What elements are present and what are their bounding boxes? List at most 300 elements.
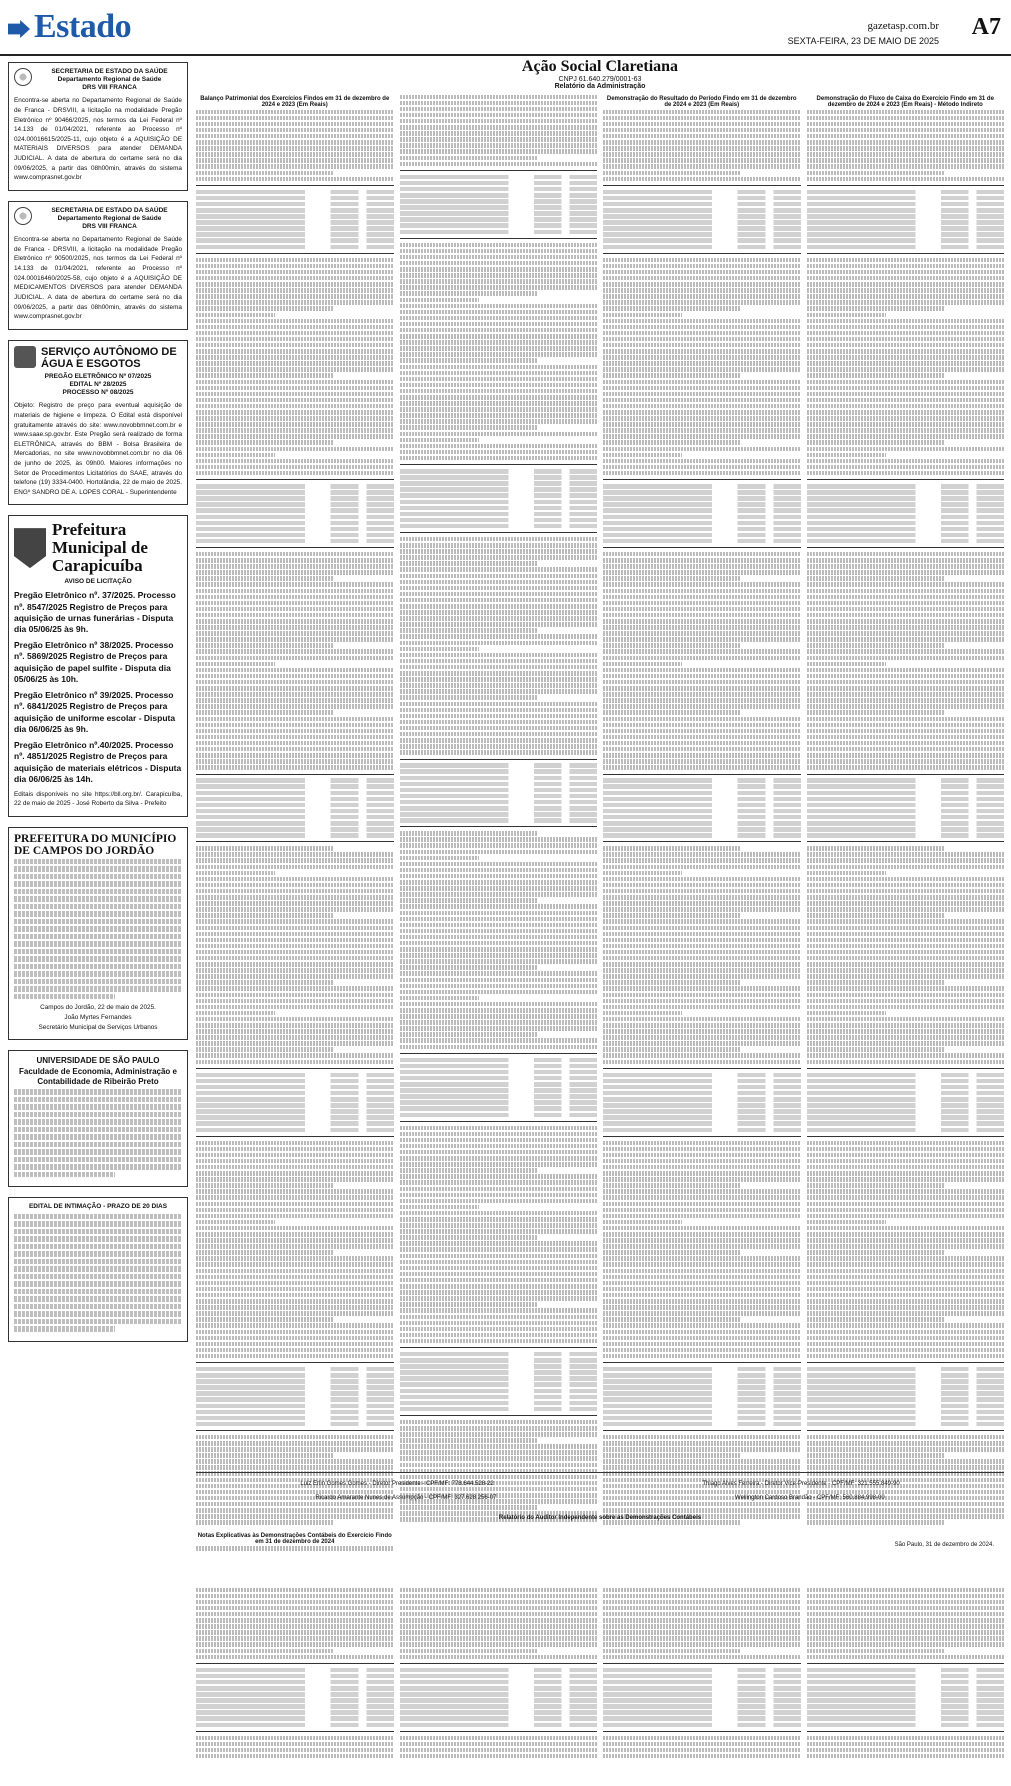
fine-print-line [196,1220,275,1225]
fine-print-line [196,1754,394,1759]
carapicuiba-item: Pregão Eletrônico nº. 37/2025. Processo nº. 8547/2025 Registro de Preços para aquisição de urnas funerárias - Disputa dia 05/06/25 às 9h. [14,590,176,635]
fine-print-line [196,1165,394,1170]
fine-print-line [196,282,394,287]
fine-print-line [807,649,1005,654]
fine-print-line [603,741,801,746]
fine-print-line [196,735,394,740]
fine-print-line [400,1150,598,1155]
fine-print-line [400,137,598,142]
fine-print-line [603,367,801,372]
fine-print-line [196,1183,334,1188]
fine-print-line [807,1612,1005,1617]
fine-print-line [196,1748,394,1753]
fine-print-line [400,911,598,916]
fine-print-line [400,1266,598,1271]
fine-print-line [400,432,598,437]
fine-print-line [807,1655,1005,1660]
fine-print-line [196,134,394,139]
fine-print-line [603,337,801,342]
fine-print-line [196,1642,394,1647]
fine-print-line [400,880,598,885]
fine-print-line [807,656,1005,661]
fine-print-line [400,935,598,940]
fine-print-line [196,1256,394,1261]
fine-print-line [400,1420,598,1425]
fine-print-line [603,416,801,421]
fine-print-line [196,465,394,470]
fine-print-line [196,306,334,311]
fine-print-line [196,595,394,600]
balanco-heading: Balanço Patrimonial dos Exercícios Findos em 31 de dezembro de 2024 e 2023 (Em Reais) [200,96,390,108]
notice-body: Encontra-se aberta no Departamento Regional de Saúde de Franca - DRSVIII, a licitação na modalidade Pregão Eletrônico nº 90500/2025, nos termos da Lei Federal nº 14.133 de 01/04/2021, referente ao Processo nº 024.00016460/2025-58, cujo objeto é a AQUISIÇÃO DE MEDICAMENTOS DIVERSOS para atender DEMANDA JUDICIAL. A data de abertura do certame será no dia 09/06/2025, a partir das 08h00min, através do sistema www.comprasnet.gov.br [14,236,182,321]
fine-print-line [807,146,1005,151]
fine-print-line [807,134,1005,139]
fine-print-line [603,1011,682,1016]
fine-print-line [807,1060,1005,1065]
fine-print-line [603,999,801,1004]
fine-print-line [196,907,394,912]
fine-print-line [603,668,801,673]
fine-print-line [400,298,479,303]
fine-print-line [603,613,801,618]
fine-print-line [807,313,886,318]
fine-print-line [400,1612,598,1617]
page-number: A7 [971,14,1001,40]
fine-print-line [807,680,1005,685]
fine-print-line [603,1465,801,1470]
fine-print-line [400,1144,598,1149]
fine-print-line [196,343,394,348]
fine-print-line [603,373,741,378]
fine-print-line [196,459,394,464]
fine-print-line [196,686,394,691]
fine-print-line [603,692,801,697]
fine-print-line [196,729,394,734]
fine-print-line [807,1238,1005,1243]
fine-print-line [807,1636,1005,1641]
fine-print-line [603,735,801,740]
fine-print-line [603,1594,801,1599]
fine-print-line [400,616,598,621]
fine-print-line [400,1174,598,1179]
fine-print-line [603,146,801,151]
fine-print-line [400,714,598,719]
fine-print-line [807,1348,1005,1353]
fine-print-line [603,343,801,348]
notas-heading: Notas Explicativas às Demonstrações Contábeis do Exercício Findo em 31 de dezembro de 2024 [197,1532,392,1545]
fine-print-line [807,607,1005,612]
fine-print-line [400,377,598,382]
fine-print-line [603,1238,801,1243]
fine-print-line [400,549,598,554]
fine-print-line [196,980,334,985]
campos-footer: Campos do Jordão, 22 de maio de 2025. João Myrtes Fernandes Secretário Municipal de Serviços Urbanos [38,1004,158,1031]
fine-print-line [807,710,945,715]
fine-print-line [807,343,1005,348]
fine-print-line [603,919,801,924]
fine-print-line [603,1232,801,1237]
fine-print-line [807,704,1005,709]
fine-print-line [807,471,1005,476]
fine-print-line [400,107,598,112]
fine-print-line [807,158,1005,163]
fine-print-line [807,986,1005,991]
fine-print-line [603,570,801,575]
fine-print-line [807,1165,1005,1170]
fine-print-line [196,331,394,336]
fine-print-line [807,1459,1005,1464]
fine-print-line [400,868,598,873]
fine-print-line [400,1624,598,1629]
fine-print-line [196,349,394,354]
fine-print-line [807,643,945,648]
fine-print-line [400,543,598,548]
fine-print-line [400,1217,598,1222]
fine-print-line [603,1362,801,1431]
fine-print-line [400,1327,598,1332]
fine-print-line [400,1426,598,1431]
fine-print-line [807,723,1005,728]
fine-print-line [807,465,1005,470]
fine-print-line [603,1250,741,1255]
fine-print-line [807,753,1005,758]
fine-print-line [807,349,1005,354]
fine-print-line [196,1630,394,1635]
fine-print-line [400,837,598,842]
fine-print-line [807,595,1005,600]
fine-print-line [603,1342,801,1347]
fine-print-line [196,1068,394,1137]
fine-print-line [400,1014,598,1019]
fine-print-line [603,1317,741,1322]
fine-print-line [807,404,1005,409]
fine-print-line [603,637,801,642]
relatorio-heading: Relatório da Administração [554,83,646,90]
fine-print-line [603,1165,801,1170]
fine-print-line [603,576,741,581]
fine-print-line [400,1211,598,1216]
fine-print-line [603,140,801,145]
fine-print-line [400,947,598,952]
signatures [196,1472,1004,1573]
fine-print-line [196,171,334,176]
fine-print-line [196,1147,394,1152]
fine-print-line [603,1630,801,1635]
fine-print-line [196,698,394,703]
fine-print-line [400,1347,598,1416]
fine-print-line [807,1305,1005,1310]
fine-print-line [400,322,598,327]
fine-print-line [400,352,598,357]
fine-print-line [400,407,598,412]
fine-print-line [196,1250,334,1255]
fine-print-line [807,373,945,378]
fine-print-line [400,628,538,633]
carapicuiba-item: Pregão Eletrônico nº.40/2025. Processo nº. 4851/2025 Registro de Preços para aquisição de materiais elétricos - Disputa dia 06/06/25 às 14h. [14,739,182,785]
fine-print-line [807,1281,1005,1286]
fine-print-line [400,1736,598,1741]
fine-print-line [807,1435,1005,1440]
fine-print-line [603,1220,682,1225]
fine-print-line [807,1354,1005,1359]
fine-print-line [807,582,1005,587]
fine-print-line [196,852,394,857]
fine-print-line [400,965,538,970]
fine-print-line [400,1339,598,1344]
fine-print-line [807,980,945,985]
fine-print-line [807,1606,1005,1611]
fine-print-line [807,1232,1005,1237]
carapicuiba-title: Prefeitura Municipal de Carapicuíba [52,520,148,576]
fine-print-line [603,1029,801,1034]
site-url: gazetasp.com.br [867,20,939,32]
fine-print-line [603,558,801,563]
fine-print-line [400,450,598,455]
fine-print-line [196,625,394,630]
fine-print-line [196,258,394,263]
fine-print-line [400,1630,598,1635]
fine-print-line [807,889,1005,894]
fine-print-line [400,1450,598,1455]
fine-print-line [400,1742,598,1747]
fine-print-line [807,1736,1005,1741]
fine-print-line [807,1447,1005,1452]
fine-print-line [196,1041,394,1046]
fine-print-line [603,710,741,715]
fine-print-line [807,367,1005,372]
fine-print-line [807,993,1005,998]
fine-print-line [400,1193,598,1198]
fine-print-line [400,346,598,351]
fine-print-line [400,149,598,154]
fine-print-line [400,1642,598,1647]
fine-print-line [196,158,394,163]
fine-print-line [603,656,801,661]
fine-print-line [400,990,598,995]
carapicuiba-item: Pregão Eletrônico nº 39/2025. Processo nº. 6841/2025 Registro de Preços para aquisição de uniforme escolar - Disputa dia 06/06/25 às 9h. [14,689,176,735]
fine-print-line [196,631,394,636]
fine-print-line [400,1636,598,1641]
fine-print-line [603,907,801,912]
fine-print-line [807,913,945,918]
fine-print-line [400,243,598,248]
fine-print-line [400,959,598,964]
fine-print-line [196,294,394,299]
fine-print-line [603,428,801,433]
fine-print-line [196,1447,394,1452]
fine-print-line [400,1333,598,1338]
fine-print-line [603,1202,801,1207]
fine-print-line [400,759,598,828]
fine-print-line [807,1311,1005,1316]
fine-print-line [603,1655,801,1660]
fine-print-line [400,677,598,682]
fine-print-line [603,422,801,427]
fine-print-line [400,732,598,737]
fine-print-line [603,1588,801,1593]
fine-print-line [196,373,334,378]
fine-print-line [400,1002,598,1007]
fine-print-line [807,938,1005,943]
fine-print-line [400,567,598,572]
fine-print-line [196,607,394,612]
fine-print-line [603,1208,801,1213]
fine-print-line [196,1060,394,1065]
fine-print-line [807,164,1005,169]
fine-print-line [400,831,538,836]
resultado-heading: Demonstração do Resultado do Período Findo em 31 de dezembro de 2024 e 2023 (Em Reais) [606,96,797,108]
fine-print-line [196,601,394,606]
fine-print-line [807,999,1005,1004]
fine-print-line [400,580,598,585]
fine-print-line [400,1138,598,1143]
fine-print-line [400,1254,598,1259]
fine-print-line [196,956,394,961]
fine-print-line [400,598,598,603]
fine-print-line [400,1272,598,1277]
fine-print-line [196,1029,394,1034]
notice-drs-1 [8,62,188,191]
fine-print-line [807,1220,886,1225]
fine-print-line [603,392,801,397]
fine-print-line [196,270,394,275]
fine-print-line [603,1159,801,1164]
fine-print-line [196,974,394,979]
fine-print-line [196,1612,394,1617]
fine-print-line [400,1020,598,1025]
auditor-report [196,1586,1004,1776]
fine-print-line [603,479,801,548]
fine-print-line [196,1171,394,1176]
director-signature: Wellington Cardoso Brandão - CPF/MF: 560.884.998-00 [735,1495,885,1501]
fine-print-line [400,1315,598,1320]
fine-print-line [400,1032,538,1037]
fine-print-line [196,404,394,409]
fine-print-line [603,1153,801,1158]
fine-print-line [807,552,1005,557]
fine-print-line [196,741,394,746]
fine-print-line [400,1045,598,1050]
state-seal-icon [14,207,32,225]
fine-print-line [603,1606,801,1611]
fine-print-line [807,140,1005,145]
fine-print-line [196,434,394,439]
fine-print-line [400,941,598,946]
fine-print-line [196,1053,394,1058]
fine-print-line [807,392,1005,397]
fine-print-line [196,1663,394,1732]
fine-print-line [400,1026,598,1031]
fine-print-line [400,316,598,321]
fine-print-line [196,313,275,318]
fine-print-line [400,555,598,560]
fine-print-line [603,1618,801,1623]
fine-print-line [807,852,1005,857]
fine-print-line [807,306,945,311]
fine-print-line [196,1177,394,1182]
fine-print-line [196,613,394,618]
fine-print-line [603,447,801,452]
fine-print-line [807,1624,1005,1629]
fine-print-line [807,128,1005,133]
fine-print-line [400,1168,538,1173]
fine-print-line [196,1189,394,1194]
carapicuiba-footer: Editais disponíveis no site https://bll.org.br/. Carapicuíba, 22 de maio de 2025 - José Roberto da Silva - Prefeito [14,790,182,808]
fine-print-line [196,723,394,728]
fine-print-line [603,300,801,305]
fine-print-line [400,720,598,725]
fine-print-line [603,1642,801,1647]
fine-print-line [807,932,1005,937]
fine-print-line [807,331,1005,336]
fine-print-line [196,871,275,876]
campos-title: PREFEITURA DO MUNICÍPIO DE CAMPOS DO JORDÃO [14,832,177,857]
fine-print-line [807,270,1005,275]
fine-print-line [196,753,394,758]
fine-print-line [807,380,1005,385]
fine-print-line [400,125,598,130]
fine-print-line [603,723,801,728]
fine-print-line [807,1041,1005,1046]
notice-saae [8,340,188,506]
fine-print-line [196,552,394,557]
fine-print-line [400,1247,598,1252]
fine-print-line [603,1060,801,1065]
carapicuiba-item: Pregão Eletrônico nº 38/2025. Processo nº. 5869/2025 Registro de Preços para aquisição de papel sulfite - Disputa dia 05/06/25 às 10h. [14,639,174,685]
fine-print-line [196,1232,394,1237]
notice-carapicuiba [8,515,188,816]
fine-print-line [400,1456,598,1461]
fine-print-line [400,1199,598,1204]
fine-print-line [400,683,598,688]
fine-print-line [603,361,801,366]
fine-print-line [196,662,275,667]
fine-print-line [807,1453,945,1458]
fine-print-line [603,355,801,360]
fine-print-line [807,968,1005,973]
fine-print-line [603,1177,801,1182]
fine-print-line [807,668,1005,673]
fine-print-line [603,1041,801,1046]
fine-print-line [196,865,394,870]
fine-print-line [196,1195,394,1200]
fine-print-line [603,1742,801,1747]
fine-print-line [196,1435,394,1440]
fine-print-line [196,337,394,342]
fine-print-line [196,1636,394,1641]
fine-print-line [400,291,538,296]
fine-print-line [196,1465,394,1470]
fine-print-line [400,641,598,646]
fine-print-line [807,1642,1005,1647]
fine-print-line [400,371,598,376]
fine-print-line [400,328,598,333]
fine-print-line [603,282,801,287]
fine-print-line [603,1453,741,1458]
fine-print-line [603,1281,801,1286]
fine-print-line [807,410,1005,415]
fine-print-line [400,340,598,345]
fine-print-line [807,1441,1005,1446]
fine-print-line [400,1302,538,1307]
fine-print-line [807,944,1005,949]
fine-print-line [807,625,1005,630]
fine-print-line [807,1256,1005,1261]
fine-print-line [603,1348,801,1353]
fine-print-line [807,589,1005,594]
state-seal-icon [14,68,32,86]
fine-print-line [400,744,598,749]
